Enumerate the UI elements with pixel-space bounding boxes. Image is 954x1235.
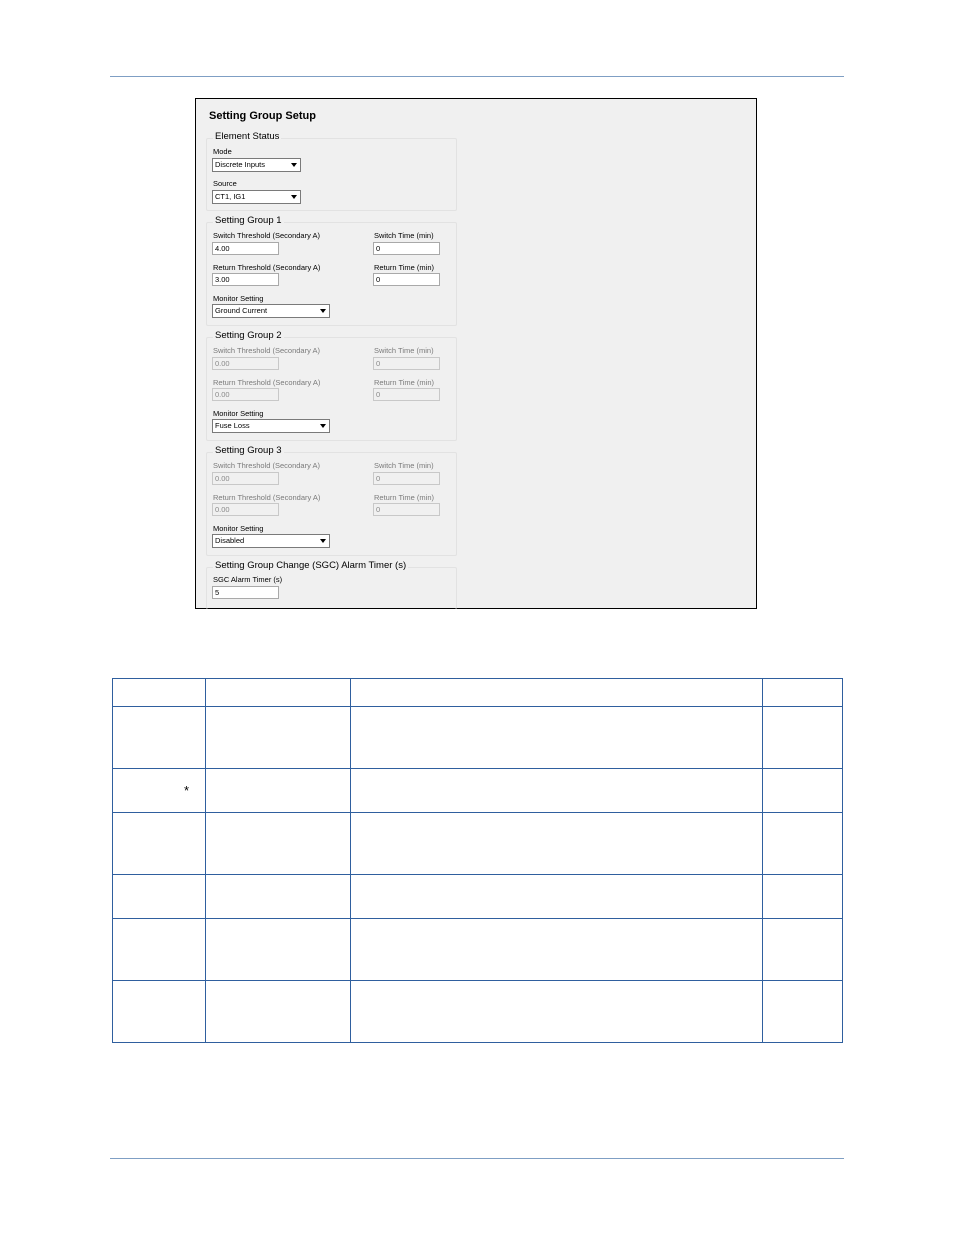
return-threshold-input[interactable]: 3.00 <box>212 273 279 286</box>
return-threshold-input: 0.00 <box>212 503 279 516</box>
element-status-group <box>206 131 457 211</box>
chevron-down-icon <box>320 424 326 428</box>
chevron-down-icon <box>291 163 297 167</box>
switch-threshold-label: Switch Threshold (Secondary A) <box>213 346 320 355</box>
return-time-input: 0 <box>373 503 440 516</box>
switch-threshold-label: Switch Threshold (Secondary A) <box>213 461 320 470</box>
return-time-input[interactable]: 0 <box>373 273 440 286</box>
table-header-row <box>113 679 843 707</box>
switch-time-input: 0 <box>373 472 440 485</box>
table-row <box>113 875 843 919</box>
return-threshold-label: Return Threshold (Secondary A) <box>213 378 321 387</box>
monitor-setting-dropdown[interactable]: Fuse Loss <box>212 419 330 433</box>
table-header-cell <box>113 679 206 707</box>
monitor-setting-dropdown[interactable]: Disabled <box>212 534 330 548</box>
table-row <box>113 981 843 1043</box>
group-legend: Setting Group 3 <box>215 445 282 456</box>
monitor-setting-label: Monitor Setting <box>213 524 264 533</box>
table-header-cell <box>351 679 763 707</box>
table-row <box>113 707 843 769</box>
setting-group-2 <box>206 330 457 441</box>
table-row <box>113 813 843 875</box>
switch-threshold-input[interactable]: 4.00 <box>212 242 279 255</box>
return-threshold-label: Return Threshold (Secondary A) <box>213 493 321 502</box>
chevron-down-icon <box>320 539 326 543</box>
return-time-input: 0 <box>373 388 440 401</box>
group-legend: Setting Group Change (SGC) Alarm Timer (s) <box>215 560 407 571</box>
switch-time-input: 0 <box>373 357 440 370</box>
return-time-label: Return Time (min) <box>374 378 435 387</box>
table-row <box>113 769 843 813</box>
sgc-alarm-timer-label: SGC Alarm Timer (s) <box>213 575 283 584</box>
setting-group-setup-screen <box>195 98 757 609</box>
return-time-label: Return Time (min) <box>374 263 435 272</box>
switch-time-label: Switch Time (min) <box>374 231 434 240</box>
monitor-setting-dropdown[interactable]: Ground Current <box>212 304 330 318</box>
switch-threshold-input: 0.00 <box>212 357 279 370</box>
header-rule <box>110 76 844 77</box>
return-time-label: Return Time (min) <box>374 493 435 502</box>
setting-group-1 <box>206 215 457 326</box>
source-dropdown[interactable]: CT1, IG1 <box>212 190 301 204</box>
chevron-down-icon <box>320 309 326 313</box>
switch-threshold-input: 0.00 <box>212 472 279 485</box>
setting-group-3 <box>206 445 457 556</box>
sgc-alarm-timer-group <box>206 560 457 609</box>
switch-time-label: Switch Time (min) <box>374 461 434 470</box>
chevron-down-icon <box>291 195 297 199</box>
return-threshold-label: Return Threshold (Secondary A) <box>213 263 321 272</box>
group-legend: Setting Group 2 <box>215 330 282 341</box>
table-header-cell <box>763 679 843 707</box>
switch-threshold-label: Switch Threshold (Secondary A) <box>213 231 320 240</box>
group-legend: Element Status <box>215 131 280 142</box>
mode-dropdown[interactable]: Discrete Inputs <box>212 158 301 172</box>
group-legend: Setting Group 1 <box>215 215 282 226</box>
screen-title: Setting Group Setup <box>209 110 316 122</box>
footer-rule <box>110 1158 844 1159</box>
monitor-setting-label: Monitor Setting <box>213 294 264 303</box>
sgc-alarm-timer-input[interactable]: 5 <box>212 586 279 599</box>
switch-time-input[interactable]: 0 <box>373 242 440 255</box>
mode-label: Mode <box>213 147 232 156</box>
table-row <box>113 919 843 981</box>
footnote-asterisk: * <box>183 783 189 798</box>
table-header-cell <box>206 679 351 707</box>
source-label: Source <box>213 179 237 188</box>
return-threshold-input: 0.00 <box>212 388 279 401</box>
settings-table <box>112 678 843 1043</box>
monitor-setting-label: Monitor Setting <box>213 409 264 418</box>
switch-time-label: Switch Time (min) <box>374 346 434 355</box>
